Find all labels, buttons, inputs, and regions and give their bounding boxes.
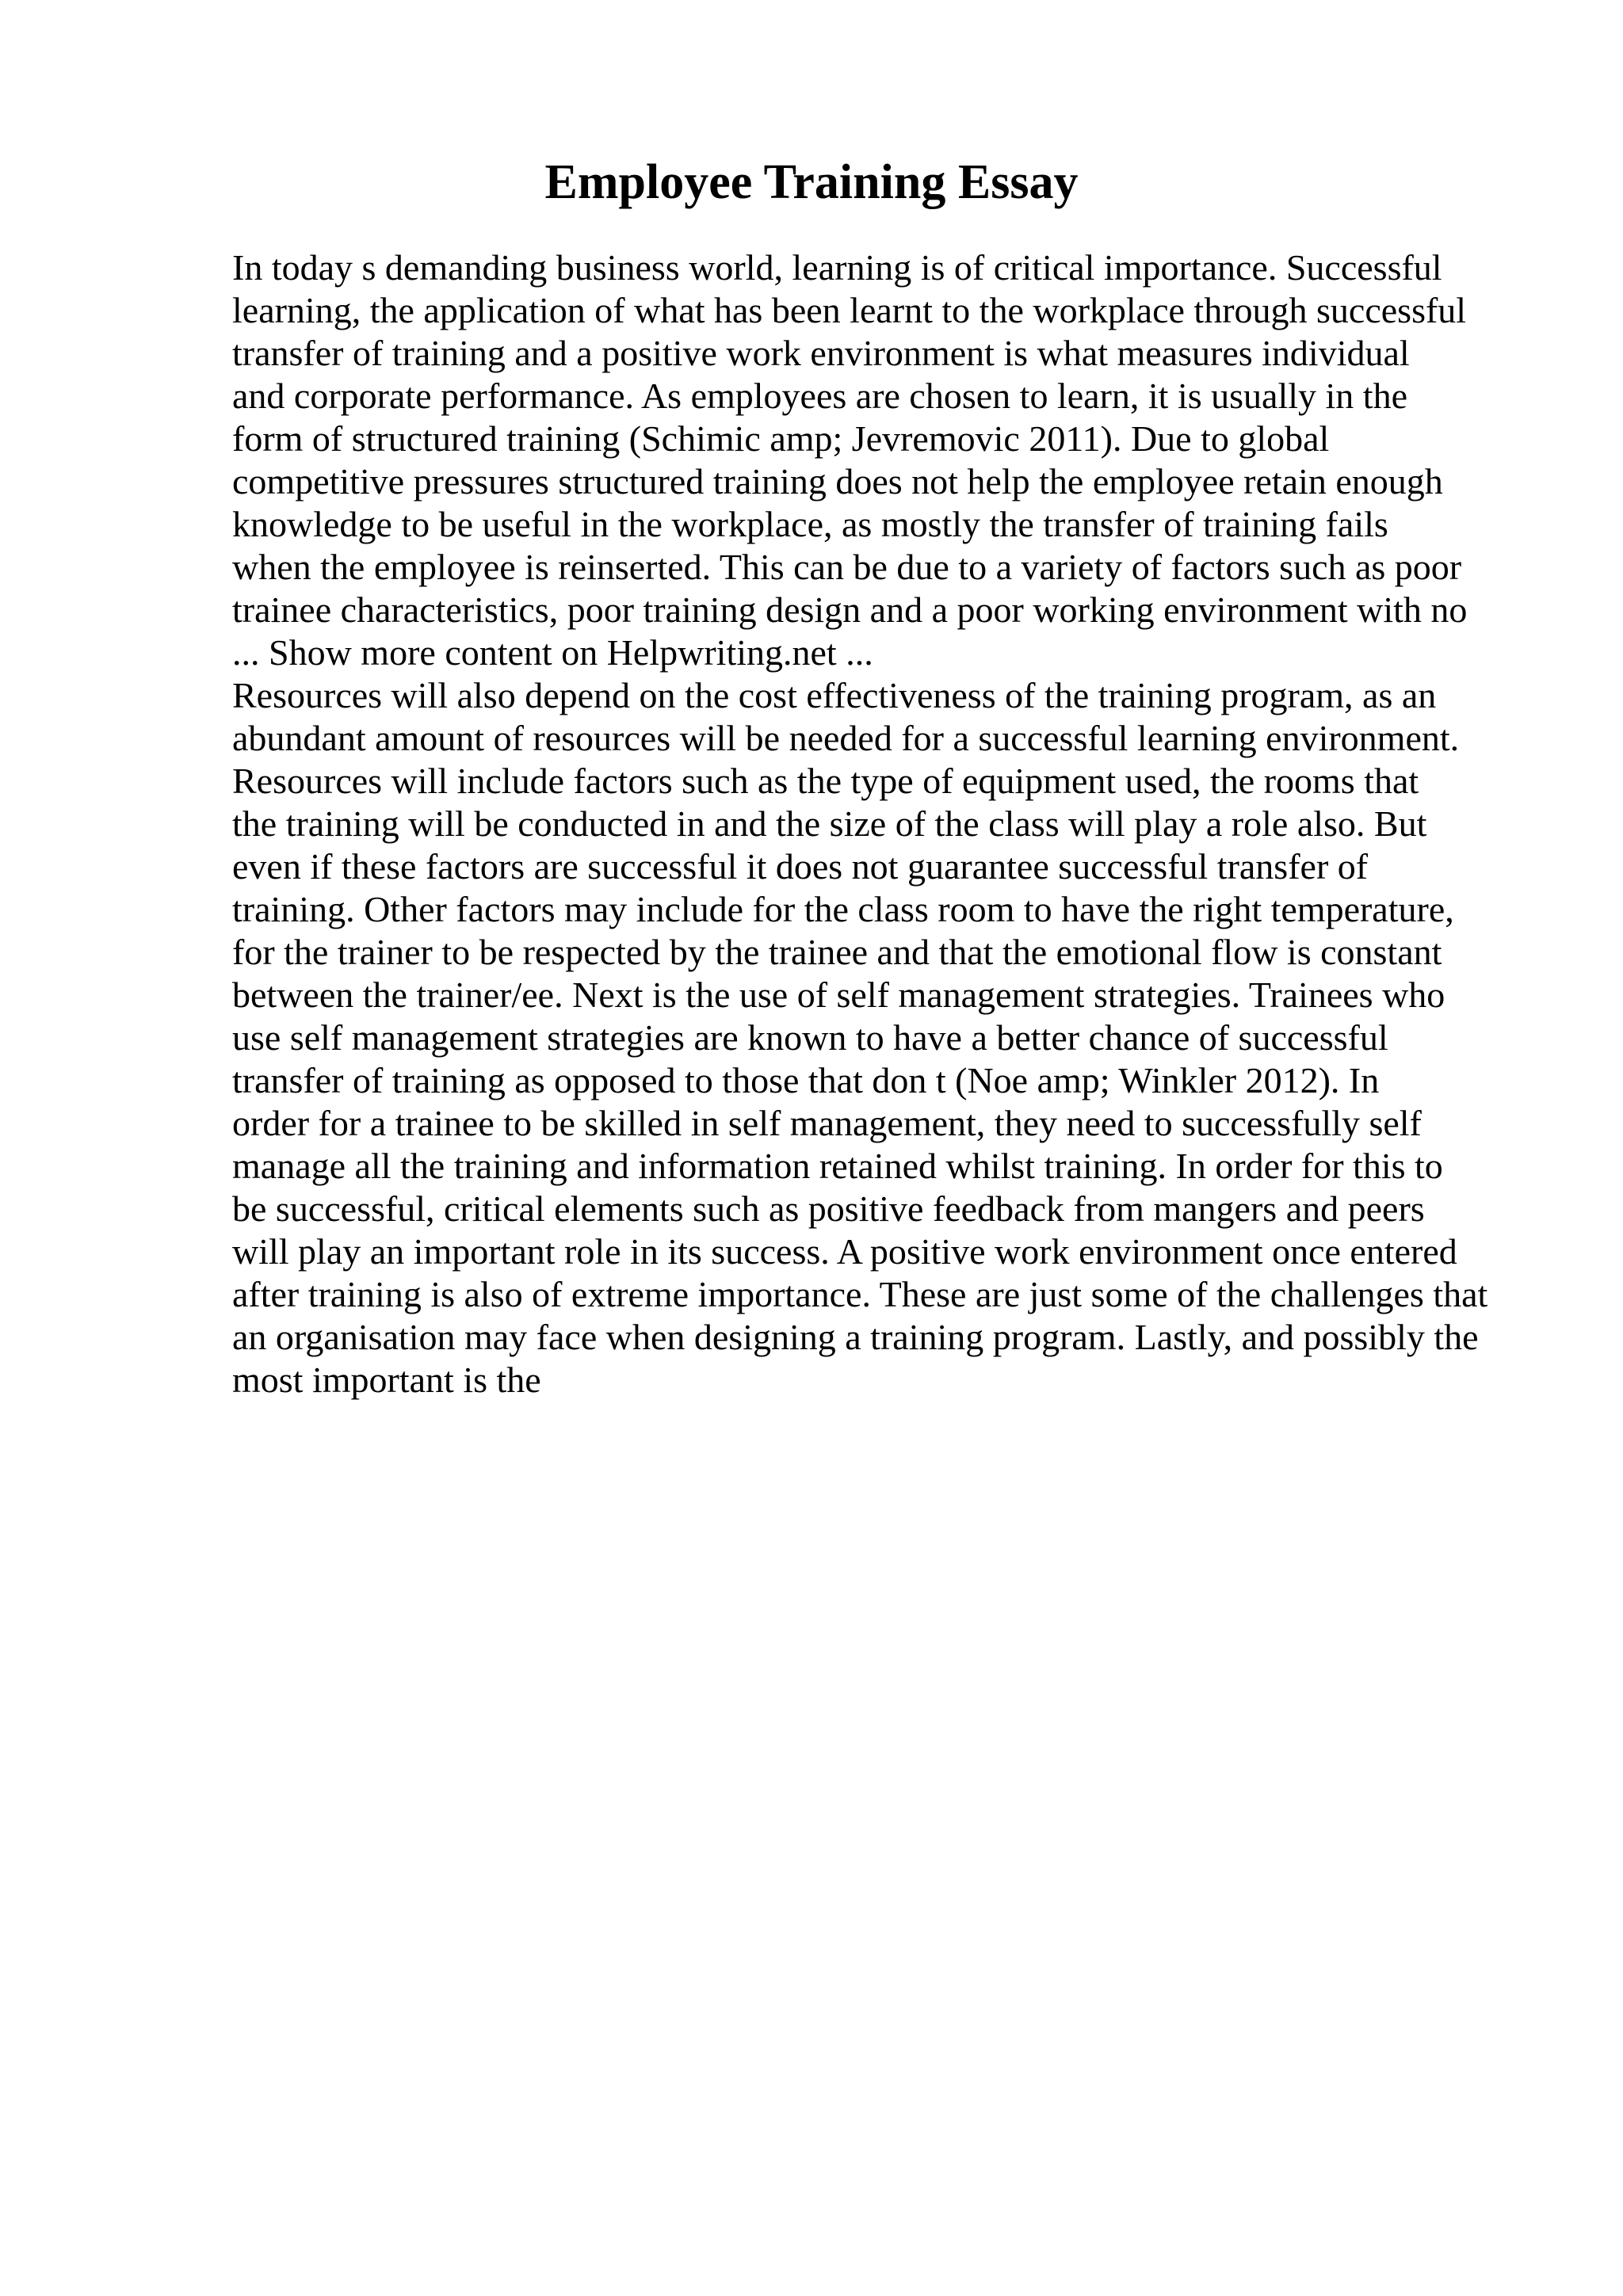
body-line: knowledge to be useful in the workplace, as mostly the transfer of training fails bbox=[232, 504, 1388, 544]
body-line: manage all the training and information retained whilst training. In order for this to bbox=[232, 1146, 1443, 1186]
body-line: In today s demanding business world, learning is of critical importance. Successful bbox=[232, 247, 1442, 288]
body-line: order for a trainee to be skilled in self management, they need to successfully self bbox=[232, 1103, 1422, 1143]
body-line: an organisation may face when designing a training program. Lastly, and possibly the bbox=[232, 1317, 1479, 1357]
body-line: Resources will include factors such as the type of equipment used, the rooms that bbox=[232, 761, 1419, 801]
body-line: even if these factors are successful it does not guarantee successful transfer of bbox=[232, 846, 1369, 887]
body-line: be successful, critical elements such as positive feedback from mangers and peers bbox=[232, 1188, 1425, 1229]
body-line: form of structured training (Schimic amp; Jevremovic 2011). Due to global bbox=[232, 418, 1330, 459]
body-line: use self management strategies are known to have a better chance of successful bbox=[232, 1017, 1388, 1058]
body-line: learning, the application of what has been learnt to the workplace through successful bbox=[232, 290, 1467, 330]
body-line: transfer of training and a positive work environment is what measures individual bbox=[232, 333, 1410, 373]
body-line: for the trainer to be respected by the trainee and that the emotional flow is constant bbox=[232, 932, 1442, 972]
body-line: most important is the bbox=[232, 1360, 541, 1400]
body-line: and corporate performance. As employees are chosen to learn, it is usually in the bbox=[232, 376, 1407, 416]
body-line: the training will be conducted in and the size of the class will play a role also. But bbox=[232, 803, 1427, 844]
show-more-content-line: ... Show more content on Helpwriting.net ... bbox=[232, 632, 873, 673]
body-line: Resources will also depend on the cost effectiveness of the training program, as an bbox=[232, 675, 1437, 715]
body-line: abundant amount of resources will be needed for a successful learning environment. bbox=[232, 718, 1460, 758]
body-line: after training is also of extreme importance. These are just some of the challenges that bbox=[232, 1274, 1488, 1314]
body-line: training. Other factors may include for the class room to have the right temperature, bbox=[232, 889, 1454, 929]
body-line: between the trainer/ee. Next is the use of self management strategies. Trainees who bbox=[232, 974, 1445, 1015]
body-line: transfer of training as opposed to those that don t (Noe amp; Winkler 2012). In bbox=[232, 1060, 1380, 1100]
body-line: competitive pressures structured training does not help the employee retain enough bbox=[232, 461, 1443, 502]
body-line: trainee characteristics, poor training design and a poor working environment with no bbox=[232, 589, 1468, 630]
document-title: Employee Training Essay bbox=[544, 155, 1079, 209]
body-line: will play an important role in its success. A positive work environment once entered bbox=[232, 1231, 1457, 1272]
essay-body bbox=[232, 246, 1579, 1402]
body-line: when the employee is reinserted. This can be due to a variety of factors such as poor bbox=[232, 547, 1462, 587]
